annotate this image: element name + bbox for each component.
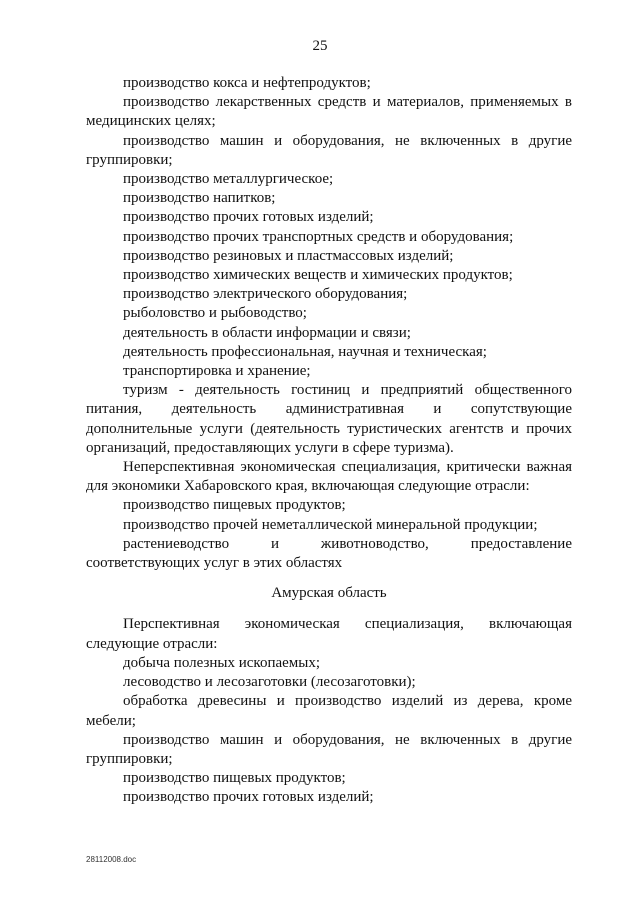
file-name-footer: 28112008.doc: [86, 855, 137, 864]
paragraph: производство прочих готовых изделий;: [123, 209, 374, 226]
document-body: [86, 74, 572, 808]
paragraph: производство прочих готовых изделий;: [123, 789, 374, 806]
paragraph: туризм - деятельность гостиниц и предприятий общественного питания, деятельность административная и сопутствующие дополнительные услуги (деятельность туристических агентств и прочих организаций, предоставляющих услуги в сфере туризма).: [86, 382, 572, 456]
paragraph: производство прочих транспортных средств и оборудования;: [123, 228, 514, 245]
paragraph: производство прочей неметаллической минеральной продукции;: [123, 516, 538, 533]
paragraph: добыча полезных ископаемых;: [123, 654, 321, 671]
paragraph: Неперспективная экономическая специализация, критически важная для экономики Хабаровского края, включающая следующие отрасли:: [86, 459, 572, 495]
paragraph: рыболовство и рыбоводство;: [123, 305, 307, 322]
paragraph: производство машин и оборудования, не включенных в другие группировки;: [86, 132, 572, 168]
paragraph: деятельность в области информации и связи;: [123, 324, 411, 341]
paragraph: лесоводство и лесозаготовки (лесозаготовки);: [123, 674, 416, 691]
paragraph: производство машин и оборудования, не включенных в другие группировки;: [86, 731, 572, 767]
paragraph: производство резиновых и пластмассовых изделий;: [123, 247, 454, 264]
paragraph: производство пищевых продуктов;: [123, 497, 346, 514]
paragraph: производство лекарственных средств и материалов, применяемых в медицинских целях;: [86, 94, 572, 130]
paragraph: производство электрического оборудования;: [123, 286, 408, 303]
section-heading: Амурская область: [271, 585, 387, 602]
paragraph: деятельность профессиональная, научная и техническая;: [123, 343, 487, 360]
paragraph: обработка древесины и производство изделий из дерева, кроме мебели;: [86, 693, 572, 729]
page-number: 25: [312, 38, 328, 54]
paragraph: Перспективная экономическая специализация, включающая следующие отрасли:: [86, 616, 572, 652]
paragraph: производство химических веществ и химических продуктов;: [123, 267, 513, 284]
paragraph: транспортировка и хранение;: [123, 363, 311, 380]
paragraph: производство напитков;: [123, 190, 276, 207]
paragraph: производство кокса и нефтепродуктов;: [123, 75, 371, 91]
paragraph: растениеводство и животноводство, предоставление соответствующих услуг в этих областях: [86, 535, 572, 572]
paragraph: производство металлургическое;: [123, 171, 334, 188]
paragraph: производство пищевых продуктов;: [123, 770, 346, 787]
